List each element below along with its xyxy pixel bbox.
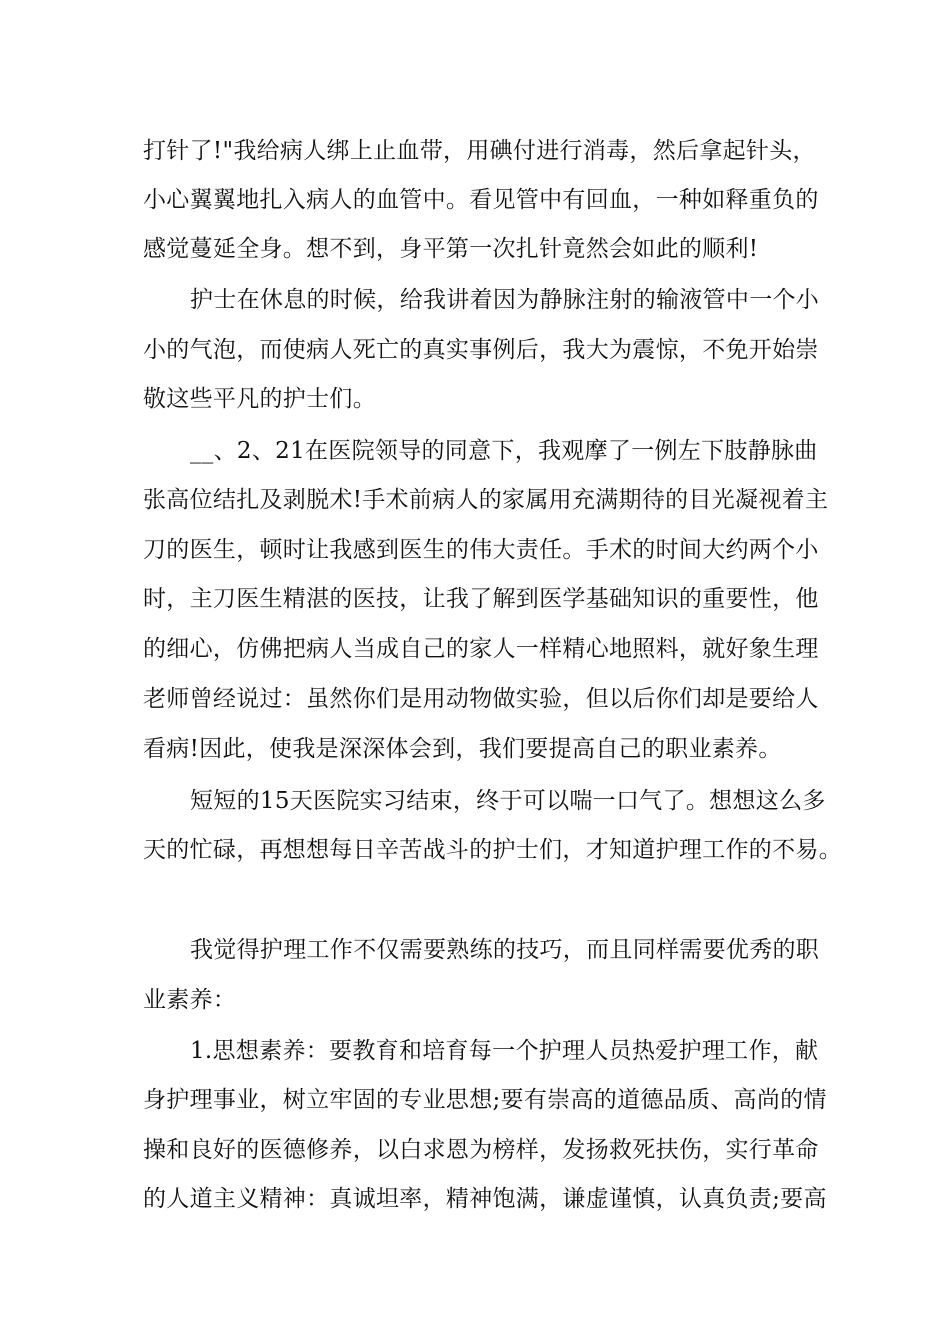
text-line: 的细心，仿佛把病人当成自己的家人一样精心地照料，就好象生理 [143,636,819,662]
text-line: 1.思想素养：要教育和培育每一个护理人员热爱护理工作，献 [190,1038,819,1064]
text-line: 敬这些平凡的护士们。 [143,386,376,412]
text-line: 感觉蔓延全身。想不到，身平第一次扎针竟然会如此的顺利! [143,236,759,262]
text-line: 身护理事业，树立牢固的专业思想;要有崇高的道德品质、高尚的情 [143,1087,827,1113]
text-line: 天的忙碌，再想想每日辛苦战斗的护士们，才知道护理工作的不易。 [143,837,842,863]
text-line: 小心翼翼地扎入病人的血管中。看见管中有回血，一种如释重负的 [143,187,819,213]
text-line: 刀的医生，顿时让我感到医生的伟大责任。手术的时间大约两个小 [143,537,819,563]
text-line: 护士在休息的时候，给我讲着因为静脉注射的输液管中一个小 [190,287,820,313]
text-line: 操和良好的医德修养，以白求恩为榜样，发扬救死扶伤，实行革命 [143,1137,819,1163]
text-line: 老师曾经说过：虽然你们是用动物做实验，但以后你们却是要给人 [143,686,819,712]
text-line: 打针了!"我给病人绑上止血带，用碘付进行消毒，然后拿起针头， [143,138,816,164]
text-line: __、2、21在医院领导的同意下，我观摩了一例左下肢静脉曲 [190,438,818,464]
text-line: 业素养： [143,987,237,1013]
text-line: 小的气泡，而使病人死亡的真实事例后，我大为震惊，不免开始崇 [143,337,819,363]
text-line: 时，主刀医生精湛的医技，让我了解到医学基础知识的重要性，他 [143,586,819,612]
text-line: 的人道主义精神：真诚坦率，精神饱满，谦虚谨慎，认真负责;要高 [143,1186,827,1212]
text-line: 我觉得护理工作不仅需要熟练的技巧，而且同样需要优秀的职 [190,937,820,963]
text-line: 短短的15天医院实习结束，终于可以喘一口气了。想想这么多 [190,788,826,814]
text-line: 看病!因此，使我是深深体会到，我们要提高自己的职业素养。 [143,736,782,762]
text-line: 张高位结扎及剥脱术!手术前病人的家属用充满期待的目光凝视着主 [143,487,829,513]
